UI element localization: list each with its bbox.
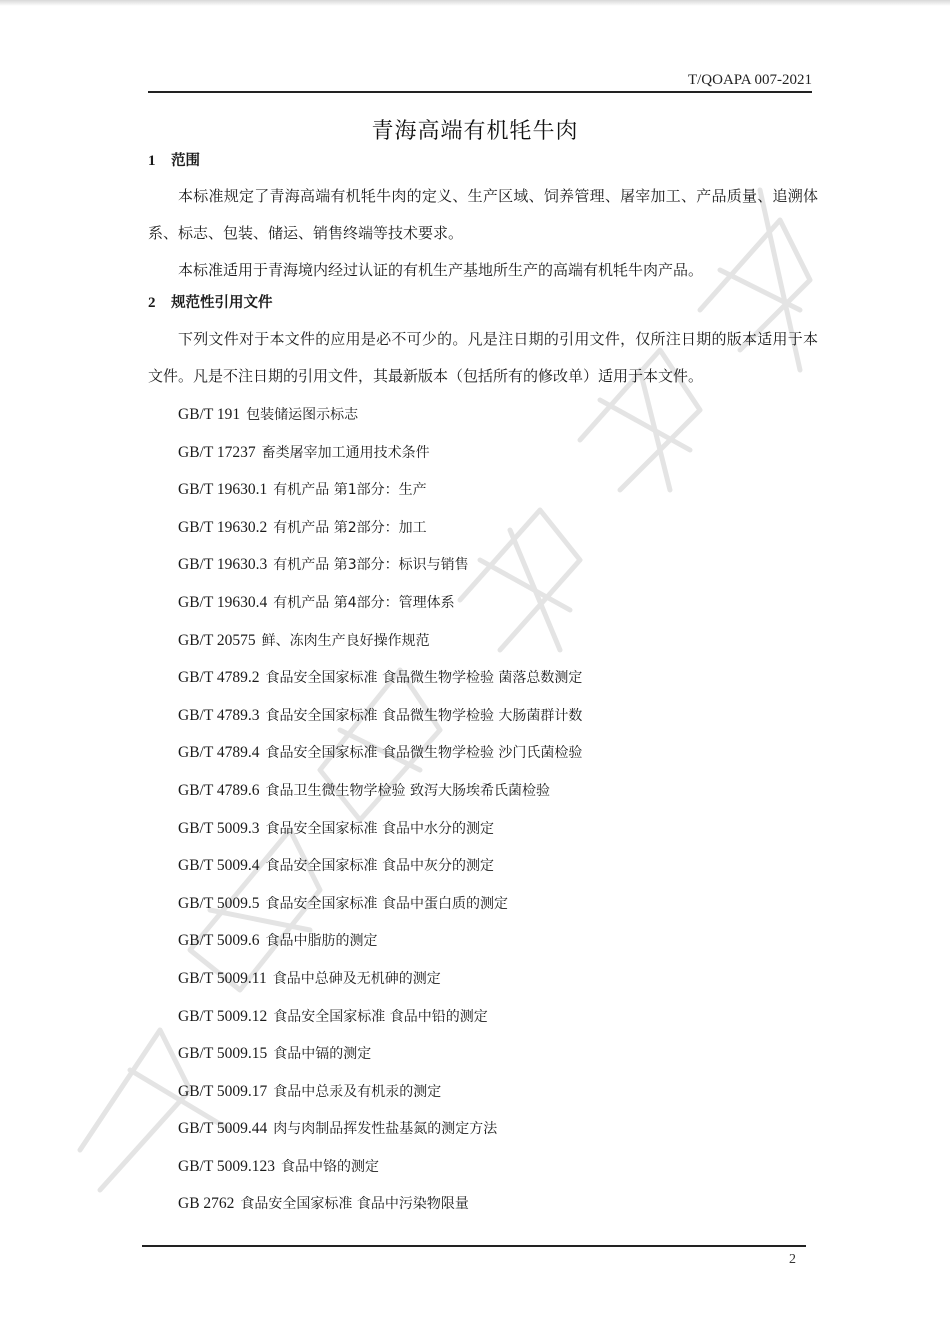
reference-item [148,434,818,472]
reference-title: 畜类屠宰加工通用技术条件 [261,444,430,461]
reference-code: GB/T 19630.3 [178,556,268,574]
document-body [148,150,818,1223]
section-title: 范围 [171,153,201,169]
reference-item [148,1148,818,1186]
section-title: 规范性引用文件 [171,295,273,311]
footer-rule [142,1245,806,1247]
reference-code: GB/T 4789.2 [178,669,260,687]
reference-code: GB/T 5009.44 [178,1120,268,1138]
reference-item [148,810,818,848]
reference-item [148,622,818,660]
reference-item [148,396,818,434]
reference-title: 有机产品 第3部分：标识与销售 [273,557,469,574]
section-number: 2 [148,295,156,311]
reference-title: 有机产品 第1部分：生产 [273,482,427,499]
reference-title: 有机产品 第4部分：管理体系 [273,594,455,611]
header-rule [148,91,812,93]
section-heading [148,150,818,172]
reference-title: 肉与肉制品挥发性盐基氮的测定方法 [273,1121,498,1138]
reference-title: 食品卫生微生物学检验 致泻大肠埃希氏菌检验 [265,782,550,799]
reference-title: 食品安全国家标准 食品中蛋白质的测定 [265,895,508,912]
reference-code: GB/T 19630.1 [178,481,268,499]
reference-code: GB/T 20575 [178,631,256,649]
scan-top-edge [0,0,950,6]
reference-code: GB/T 17237 [178,443,256,461]
standard-code: T/QOAPA 007-2021 [687,72,812,88]
reference-item [148,509,818,547]
reference-code: GB/T 5009.3 [178,819,260,837]
reference-item [148,847,818,885]
reference-title: 食品中脂肪的测定 [265,933,378,950]
reference-title: 食品安全国家标准 食品中污染物限量 [240,1196,469,1213]
reference-item [148,1035,818,1073]
reference-item [148,885,818,923]
reference-title: 食品中铬的测定 [281,1158,380,1175]
reference-code: GB/T 5009.15 [178,1045,268,1063]
reference-title: 食品安全国家标准 食品中灰分的测定 [265,858,494,875]
reference-item [148,1110,818,1148]
reference-title: 食品安全国家标准 食品中铅的测定 [273,1008,488,1025]
reference-title: 食品中镉的测定 [273,1046,372,1063]
paragraph: 下列文件对于本文件的应用是必不可少的。凡是注日期的引用文件，仅所注日期的版本适用于本文件。凡是不注日期的引用文件，其最新版本（包括所有的修改单）适用于本文件。 [148,330,818,385]
section-number: 1 [148,153,156,169]
reference-item [148,772,818,810]
reference-title: 包装储运图示标志 [246,407,359,423]
reference-title: 食品安全国家标准 食品微生物学检验 菌落总数测定 [265,670,583,687]
reference-code: GB/T 5009.17 [178,1082,268,1100]
reference-code: GB/T 19630.4 [178,593,268,611]
reference-code: GB/T 5009.6 [178,932,260,950]
reference-code: GB/T 5009.5 [178,894,260,912]
reference-code: GB/T 5009.12 [178,1007,268,1025]
section-heading [148,292,818,314]
reference-list [148,396,818,1223]
reference-item [148,697,818,735]
reference-item [148,998,818,1036]
section-scope [148,150,818,289]
reference-code: GB/T 4789.3 [178,706,260,724]
reference-code: GB 2762 [178,1195,235,1213]
reference-code: GB/T 4789.6 [178,781,260,799]
reference-code: GB/T 191 [178,406,241,423]
reference-code: GB/T 5009.11 [178,969,267,987]
reference-title: 食品中总砷及无机砷的测定 [272,970,441,987]
reference-item [148,471,818,509]
reference-item [148,659,818,697]
reference-title: 食品安全国家标准 食品中水分的测定 [265,820,494,837]
reference-code: GB/T 4789.4 [178,744,260,762]
paragraph: 本标准规定了青海高端有机牦牛肉的定义、生产区域、饲养管理、屠宰加工、产品质量、追溯体系、标志、包装、储运、销售终端等技术要求。 [148,187,818,242]
reference-code: GB/T 19630.2 [178,518,268,536]
reference-item [148,960,818,998]
reference-item [148,922,818,960]
reference-title: 食品安全国家标准 食品微生物学检验 沙门氏菌检验 [265,745,583,762]
reference-item [148,584,818,622]
reference-item [148,1073,818,1111]
reference-title: 食品中总汞及有机汞的测定 [273,1083,442,1100]
section-normative-references [148,292,818,1223]
reference-item [148,546,818,584]
reference-code: GB/T 5009.4 [178,857,260,875]
reference-title: 有机产品 第2部分：加工 [273,519,427,536]
paragraph: 本标准适用于青海境内经过认证的有机生产基地所生产的高端有机牦牛肉产品。 [178,261,704,279]
page-number: 2 [789,1252,796,1267]
document-title: 青海高端有机牦牛肉 [371,119,579,144]
reference-code: GB/T 5009.123 [178,1157,276,1175]
reference-title: 食品安全国家标准 食品微生物学检验 大肠菌群计数 [265,707,583,724]
reference-title: 鲜、冻肉生产良好操作规范 [261,632,430,649]
reference-item [148,734,818,772]
reference-item [148,1185,818,1223]
